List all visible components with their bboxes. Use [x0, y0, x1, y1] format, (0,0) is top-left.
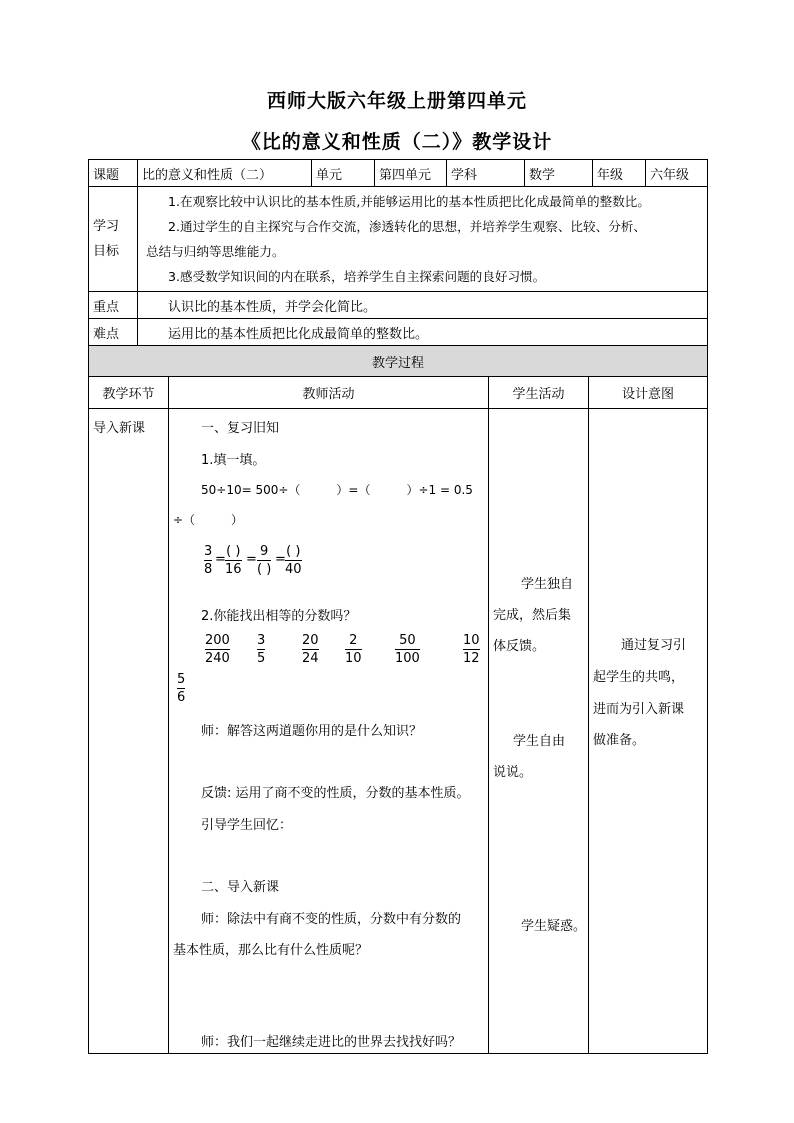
- denominator: ( ): [257, 562, 272, 577]
- grade-value: 六年级: [646, 160, 708, 187]
- student-activity-1-line3: 体反馈。: [493, 639, 546, 654]
- fraction-2-10: [345, 632, 362, 667]
- denominator: 6: [177, 690, 186, 705]
- review-heading: 一、复习旧知: [201, 421, 280, 436]
- feedback-text: 反馈: 运用了商不变的性质，分数的基本性质。: [201, 786, 470, 801]
- objectives-label: [89, 187, 138, 292]
- teacher-ask-1: 师：解答这两道题你用的是什么知识？: [201, 724, 423, 739]
- fraction-blank-16: [225, 543, 242, 578]
- denominator: 40: [285, 562, 302, 577]
- student-activity-1-line2: 完成，然后集: [493, 608, 572, 623]
- fraction-blank-40: [285, 543, 302, 578]
- fraction-10-12: [463, 632, 480, 667]
- denominator: 24: [302, 651, 319, 666]
- denominator: 5: [257, 651, 266, 666]
- teacher-ask-2-line1: 师：除法中有商不变的性质，分数中有分数的: [201, 912, 462, 927]
- intent-line2: 起学生的共鸣，: [593, 670, 685, 685]
- document-title: 西师大版六年级上册第四单元: [266, 90, 527, 112]
- difficulty-label: 难点: [89, 319, 138, 346]
- col-student: 学生活动: [489, 377, 589, 409]
- teacher-ask-3: 师：我们一起继续走进比的世界去找找好吗？: [201, 1035, 462, 1050]
- student-activity-2-line2: 说说。: [493, 765, 533, 780]
- teacher-cell: [169, 409, 489, 1054]
- intent-cell: [589, 409, 708, 1054]
- numerator: 10: [463, 633, 480, 648]
- objective-2-cont: 总结与归纳等思维能力。: [146, 244, 285, 259]
- equals-sign: =: [215, 552, 226, 567]
- key-point-label: 重点: [89, 292, 138, 319]
- student-activity-1-line1: 学生独自: [521, 577, 574, 592]
- fraction-3-5: [257, 632, 265, 667]
- fraction-5-6: [177, 671, 185, 706]
- intro-heading: 二、导入新课: [201, 880, 280, 895]
- objectives-label-2: 目标: [93, 244, 120, 259]
- question-2: 2.你能找出相等的分数吗？: [201, 609, 357, 624]
- stage-cell: [89, 409, 169, 1054]
- student-activity-2-line1: 学生自由: [513, 734, 566, 749]
- numerator: 3: [257, 633, 266, 648]
- objectives-content: [138, 187, 708, 292]
- subject-value: 数学: [525, 160, 593, 187]
- col-stage: 教学环节: [89, 377, 169, 409]
- fraction-200-240: [205, 632, 230, 667]
- division-equation: 50÷10= 500÷（ ）=（ ）÷1 = 0.5: [201, 483, 473, 497]
- fraction-20-24: [302, 632, 319, 667]
- subject-label: 学科: [447, 160, 525, 187]
- student-cell: [489, 409, 589, 1054]
- col-teacher: 教师活动: [169, 377, 489, 409]
- numerator: 2: [349, 633, 358, 648]
- student-activity-3: 学生疑惑。: [521, 919, 587, 934]
- numerator: 5: [177, 672, 186, 687]
- process-table: [88, 345, 708, 1054]
- question-1: 1.填一填。: [201, 453, 266, 468]
- numerator: 50: [399, 633, 416, 648]
- difficulty-text: 运用比的基本性质把比化成最简单的整数比。: [138, 319, 708, 346]
- grade-label: 年级: [593, 160, 646, 187]
- unit-label: 单元: [312, 160, 375, 187]
- intent-line1: 通过复习引: [621, 638, 687, 653]
- equals-sign: =: [246, 552, 257, 567]
- topic-value: 比的意义和性质（二）: [138, 160, 312, 187]
- fraction-9-blank: [257, 543, 271, 578]
- process-header: 教学过程: [89, 346, 708, 377]
- objective-3: 3.感受数学知识间的内在联系，培养学生自主探索问题的良好习惯。: [168, 269, 546, 284]
- numerator: 3: [204, 544, 213, 559]
- numerator: ( ): [226, 544, 241, 559]
- objectives-label-1: 学习: [93, 219, 120, 234]
- key-point-text: 认识比的基本性质，并学会化简比。: [138, 292, 708, 319]
- col-intent: 设计意图: [589, 377, 708, 409]
- intent-line3: 进而为引入新课: [593, 702, 685, 717]
- denominator: 10: [345, 651, 362, 666]
- info-table: [88, 159, 708, 346]
- numerator: 200: [205, 633, 230, 648]
- document-subtitle: 《比的意义和性质（二）》教学设计: [241, 131, 553, 153]
- denominator: 240: [205, 651, 230, 666]
- numerator: 20: [302, 633, 319, 648]
- intent-line4: 做准备。: [593, 733, 646, 748]
- denominator: 16: [225, 562, 242, 577]
- unit-value: 第四单元: [375, 160, 447, 187]
- equals-sign: =: [275, 552, 286, 567]
- guide-text: 引导学生回忆：: [201, 818, 293, 833]
- division-equation-cont: ÷（ ）: [173, 513, 244, 527]
- teacher-ask-2-line2: 基本性质，那么比有什么性质呢？: [173, 943, 369, 958]
- fraction-50-100: [395, 632, 420, 667]
- denominator: 8: [204, 562, 213, 577]
- stage-name: 导入新课: [93, 421, 146, 436]
- objective-2: 2.通过学生的自主探究与合作交流，渗透转化的思想，并培养学生观察、比较、分析、: [168, 219, 646, 234]
- numerator: 9: [260, 544, 269, 559]
- denominator: 100: [395, 651, 420, 666]
- objective-1: 1.在观察比较中认识比的基本性质,并能够运用比的基本性质把比化成最简单的整数比。: [168, 194, 650, 209]
- denominator: 12: [463, 651, 480, 666]
- topic-label: 课题: [89, 160, 138, 187]
- numerator: ( ): [286, 544, 301, 559]
- fraction-3-8: [204, 543, 212, 578]
